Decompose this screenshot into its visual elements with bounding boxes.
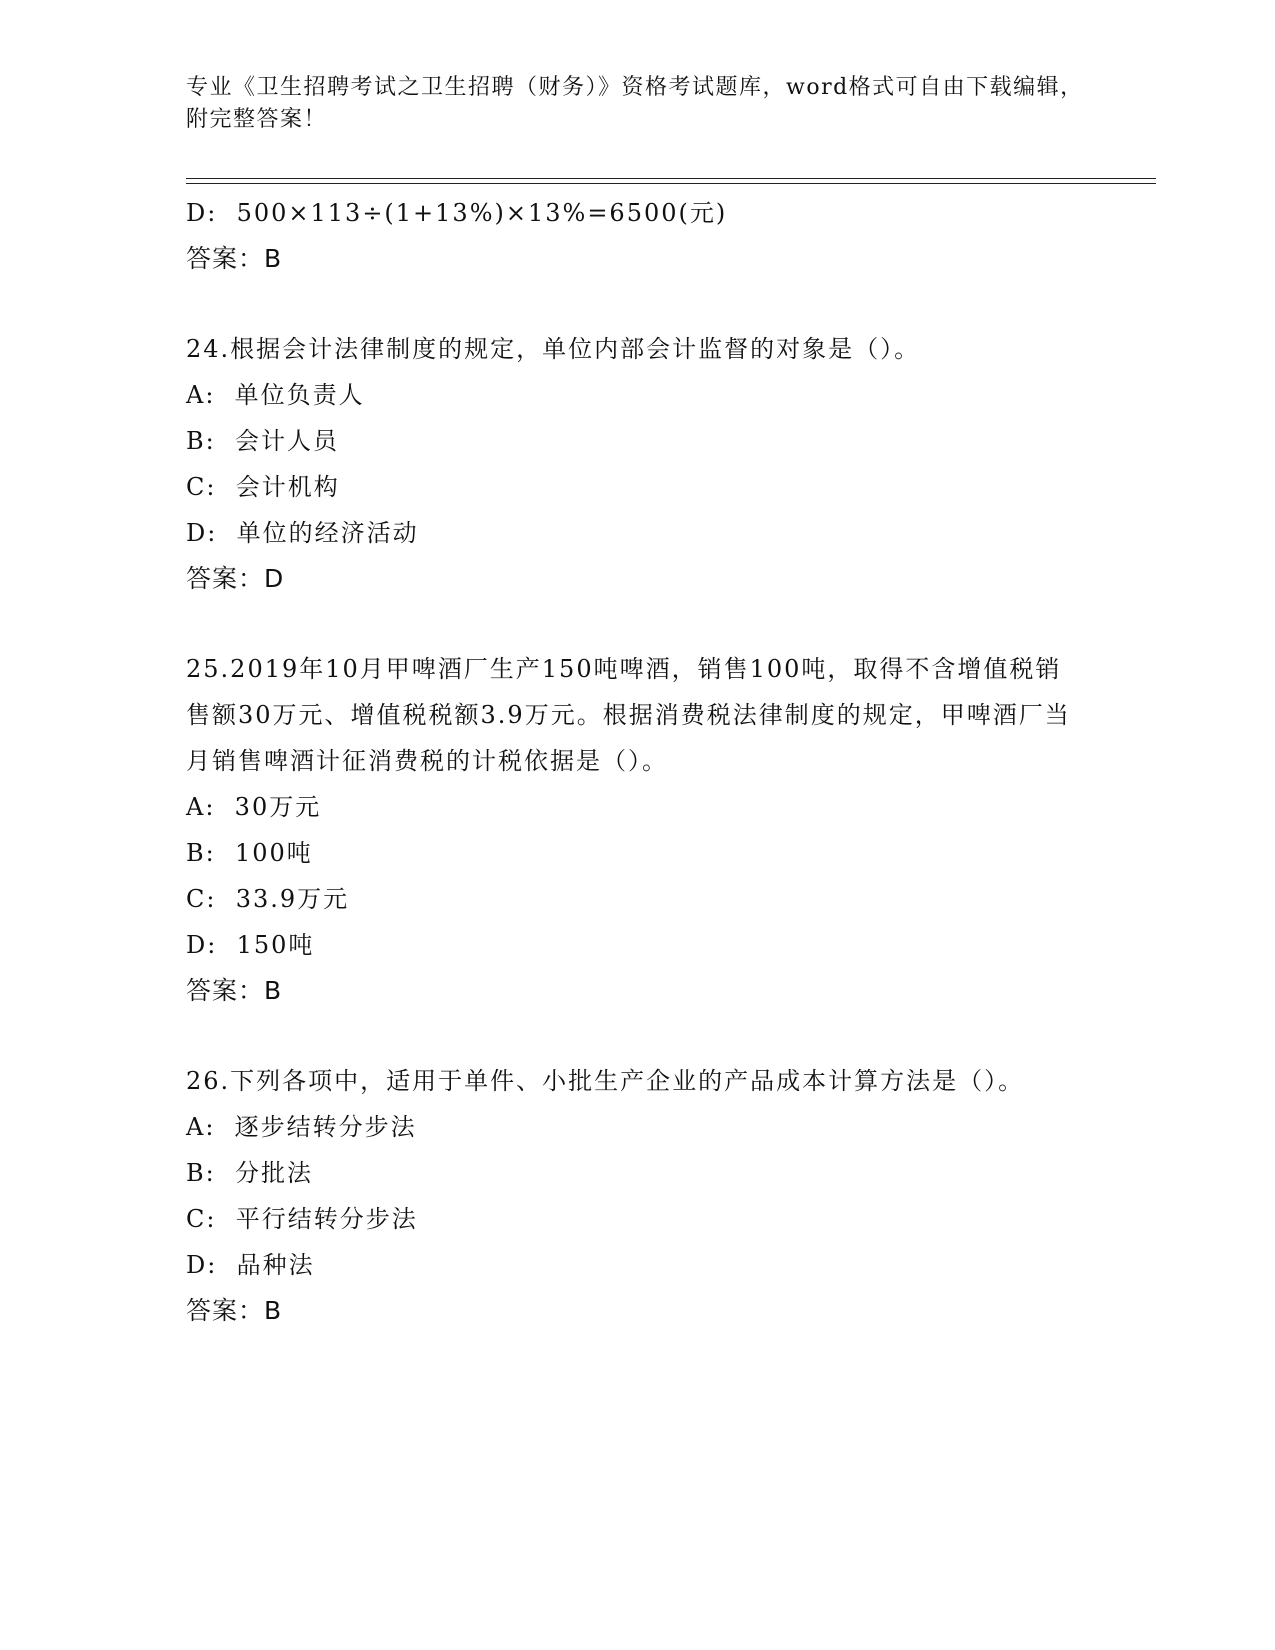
option-d: D: 150吨 (186, 931, 315, 959)
option-b: B: 分批法 (186, 1159, 313, 1187)
header-divider-top (186, 178, 1156, 179)
question-25 (186, 646, 1086, 1014)
previous-question-tail (186, 190, 1086, 282)
option-d: D: 单位的经济活动 (186, 519, 419, 547)
spacer (186, 282, 1086, 326)
option-d: D: 500×113÷(1+13%)×13%=6500(元) (186, 199, 728, 227)
spacer (186, 1014, 1086, 1058)
header-text: 专业《卫生招聘考试之卫生招聘（财务）》资格考试题库，word格式可自由下载编辑，附完整答案！ (186, 75, 1084, 132)
option-b: B: 会计人员 (186, 427, 339, 455)
option-c: C: 会计机构 (186, 473, 340, 501)
option-c: C: 平行结转分步法 (186, 1205, 418, 1233)
answer: 答案：B (186, 244, 283, 273)
option-b: B: 100吨 (186, 839, 313, 867)
document-header (186, 72, 1086, 136)
answer: 答案：D (186, 564, 285, 593)
question-24 (186, 326, 1086, 602)
option-c: C: 33.9万元 (186, 885, 350, 913)
spacer (186, 602, 1086, 646)
answer: 答案：B (186, 1296, 283, 1325)
document-body (186, 190, 1086, 1334)
question-26 (186, 1058, 1086, 1334)
option-a: A: 单位负责人 (186, 381, 365, 409)
question-stem: 24.根据会计法律制度的规定，单位内部会计监督的对象是（）。 (186, 335, 921, 363)
question-stem: 26.下列各项中，适用于单件、小批生产企业的产品成本计算方法是（）。 (186, 1067, 1025, 1095)
option-a: A: 30万元 (186, 793, 322, 821)
option-d: D: 品种法 (186, 1251, 315, 1279)
header-divider-bottom (186, 183, 1156, 184)
option-a: A: 逐步结转分步法 (186, 1113, 417, 1141)
answer: 答案：B (186, 976, 283, 1005)
question-stem: 25.2019年10月甲啤酒厂生产150吨啤酒，销售100吨，取得不含增值税销售额30万元、增值税税额3.9万元。根据消费税法律制度的规定，甲啤酒厂当月销售啤酒计征消费税的计税依据是（）。 (186, 655, 1071, 775)
